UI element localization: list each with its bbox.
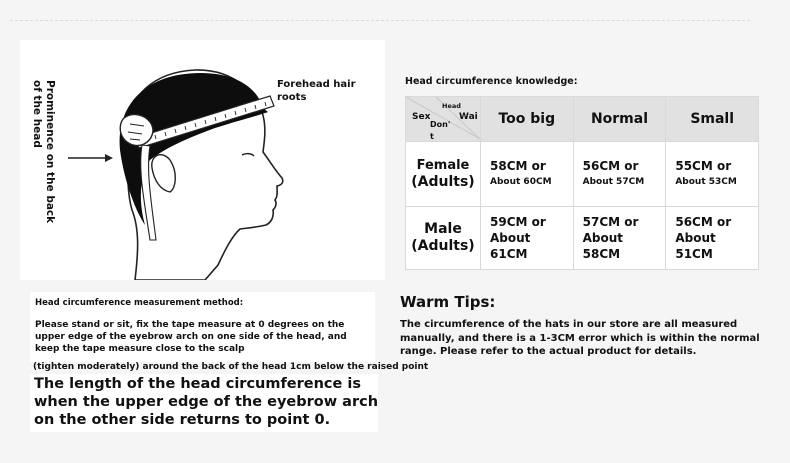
head-measure-drawing <box>20 40 385 280</box>
method-tighten-note: (tighten moderately) around the back of the head 1cm below the raised point <box>33 362 429 372</box>
cell-male-too-big <box>481 207 574 270</box>
table-title: Head circumference knowledge: <box>405 76 578 87</box>
row-header-male <box>406 207 481 270</box>
table-corner-cell <box>406 97 481 142</box>
column-normal: Normal <box>573 97 666 142</box>
corner-wai-label: Wai <box>459 112 478 122</box>
cell-line1: 57CM or <box>582 215 639 229</box>
result-statement: The length of the head circumference is when the upper edge of the eyebrow arch on the other side returns to point 0. <box>34 376 379 428</box>
forehead-label: Forehead hair roots <box>277 79 356 103</box>
row-header-female <box>406 142 481 207</box>
cell-line2: About 57CM <box>582 177 645 187</box>
head-illustration <box>20 40 385 280</box>
table-row-female <box>406 142 759 207</box>
row-group-label: (Adults) <box>411 174 475 190</box>
cell-female-normal <box>573 142 666 207</box>
cell-line2: About 51CM <box>675 231 716 261</box>
column-too-big: Too big <box>481 97 574 142</box>
cell-line1: 56CM or <box>675 215 732 229</box>
cell-line2: About 61CM <box>490 231 531 261</box>
row-sex-label: Female <box>416 158 470 173</box>
method-instructions: Please stand or sit, fix the tape measure at 0 degrees on the upper edge of the eyebrow arch on one side of the head, and keep the tape measure close to the scalp <box>35 320 347 354</box>
cell-female-too-big <box>481 142 574 207</box>
head-size-table <box>405 96 759 270</box>
cell-female-small <box>666 142 759 207</box>
tips-text: The circumference of the hats in our store are all measured manually, and there is a 1-3CM error which is within the normal range. Please refer to the actual product for details. <box>400 319 760 357</box>
cell-line1: 56CM or <box>582 159 639 173</box>
cell-line2: About 60CM <box>490 177 552 187</box>
cell-male-small <box>666 207 759 270</box>
cell-line2: About 53CM <box>675 177 737 187</box>
cell-line2: About 58CM <box>582 231 624 261</box>
column-small: Small <box>666 97 759 142</box>
row-sex-label: Male <box>424 221 462 237</box>
row-group-label: (Adults) <box>411 238 475 254</box>
cell-line1: 58CM or <box>490 159 546 173</box>
table-row-male <box>406 207 759 270</box>
method-title: Head circumference measurement method: <box>35 298 244 308</box>
top-divider <box>10 20 750 21</box>
corner-dont-label: Don' t <box>430 120 451 141</box>
back-of-head-label: Prominence on the back of the head <box>31 80 56 224</box>
cell-male-normal <box>573 207 666 270</box>
cell-line1: 55CM or <box>675 159 732 173</box>
cell-line1: 59CM or <box>490 215 546 229</box>
table-header-row <box>406 97 759 142</box>
tips-title: Warm Tips: <box>400 293 496 311</box>
corner-sex-label: Sex <box>412 112 431 122</box>
corner-head-label: Head <box>442 102 461 110</box>
